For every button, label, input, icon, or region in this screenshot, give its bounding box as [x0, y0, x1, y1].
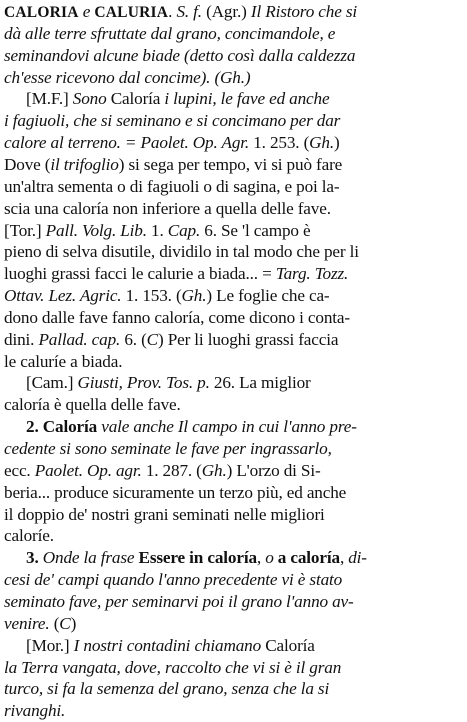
roman-text: luoghi grassi facci le calurie a biada... = [4, 264, 276, 284]
italic-text: Ottav. Lez. Agric. [4, 286, 126, 306]
italic-text: la Terra vangata, dove, raccolto che vi si è il gran [4, 657, 342, 677]
text-line [4, 394, 461, 416]
text-line [4, 132, 461, 154]
roman-text: 1. [151, 220, 168, 240]
roman-text: Caloría [265, 635, 315, 655]
italic-text: cesi de' campi quando l'anno precedente vi è stato [4, 570, 343, 590]
text-line [4, 657, 461, 679]
roman-text: le caluríe a biada. [4, 351, 123, 371]
italic-text: Pallad. cap. [38, 329, 125, 349]
text-line [4, 176, 461, 198]
bold-text: a caloría [277, 548, 340, 568]
italic-text: il trifoglio [50, 154, 119, 174]
roman-text: 1. 287. ( [145, 460, 202, 480]
roman-text: dono dalle fave fanno caloría, come dicono i conta- [4, 307, 350, 327]
text-line [4, 241, 461, 263]
headword-conjunction: e [78, 2, 95, 21]
roman-text: caloríe. [4, 526, 54, 546]
text-line [4, 329, 461, 351]
bold-text: Essere in caloría [138, 548, 257, 568]
italic-text: i lupini, le fave ed anche [164, 89, 330, 109]
text-line [4, 351, 461, 373]
text-line [4, 482, 461, 504]
roman-text: caloría è quella delle fave. [4, 395, 181, 415]
text-line [4, 525, 461, 547]
italic-text: seminato fave, per seminarvi poi il grano l'anno av- [4, 591, 354, 611]
text-line [4, 613, 461, 635]
text-line [4, 220, 461, 242]
italic-text: Gh. [309, 133, 334, 153]
roman-text: ecc. [4, 460, 35, 480]
text-line [4, 678, 461, 700]
italic-text: venire. [4, 613, 54, 633]
italic-text: I nostri contadini chiamano [73, 635, 266, 655]
roman-text: 26. La miglior [213, 373, 311, 393]
roman-text: ) Per li luoghi grassi faccia [157, 329, 339, 349]
roman-text: ) L'orzo di Si- [226, 460, 321, 480]
roman-text: (Agr.) [201, 2, 251, 21]
italic-text: Il Ristoro che si [250, 2, 358, 21]
roman-text: [Mor.] [26, 635, 74, 655]
text-line [26, 547, 461, 569]
italic-text: Onde la frase [42, 548, 139, 568]
roman-text: [M.F.] [26, 89, 73, 109]
roman-text: , [339, 548, 349, 568]
italic-text: i fagiuoli, che si seminano e si concimano per dar [4, 111, 341, 131]
italic-text: calore al terreno. = Paolet. Op. Agr. [4, 133, 254, 153]
text-line [4, 45, 461, 67]
text-line [4, 307, 461, 329]
text-line [4, 1, 461, 23]
text-line [4, 569, 461, 591]
text-line [4, 438, 461, 460]
roman-text: 1. 253. ( [253, 133, 310, 153]
text-line [26, 635, 461, 657]
roman-text: pieno di selva disutile, dividilo in tal modo che per li [4, 242, 359, 262]
roman-text: ) [70, 613, 77, 633]
text-line [4, 198, 461, 220]
roman-text: [Cam.] [26, 373, 78, 393]
roman-text: 6. ( [124, 329, 147, 349]
roman-text: Caloría [110, 89, 165, 109]
roman-text: ) si sega per tempo, vi si può fare [118, 154, 343, 174]
text-line [4, 23, 461, 45]
bold-text: 2. Caloría [26, 417, 102, 437]
italic-text: seminandovi alcune biade (detto così dalla caldezza [4, 45, 356, 65]
italic-text: Sono [72, 89, 111, 109]
italic-text: rivanghi. [4, 701, 66, 721]
italic-text: ch'esse ricevono dal concime). (Gh.) [4, 67, 251, 87]
roman-text: beria... produce sicuramente un terzo più, ed anche [4, 482, 347, 502]
italic-text: C [146, 329, 158, 349]
italic-text: turco, si fa la semenza del grano, senza che la si [4, 679, 330, 699]
roman-text: ) Le foglie che ca- [206, 286, 330, 306]
text-line [4, 110, 461, 132]
roman-text: un'altra sementa o di fagiuoli o di sagina, e poi la- [4, 176, 340, 196]
headword: CALORIA [4, 4, 79, 21]
roman-text: ( [53, 613, 60, 633]
italic-text: di- [348, 548, 367, 568]
text-line [4, 67, 461, 89]
roman-text: ) [334, 133, 340, 153]
text-line [26, 372, 461, 394]
bold-text: 3. [26, 548, 43, 568]
roman-text: , [256, 548, 266, 568]
roman-text: scia una caloría non inferiore a quella delle fave. [4, 198, 331, 218]
italic-text: Giusti, Prov. Tos. p. [77, 373, 214, 393]
text-line [4, 263, 461, 285]
italic-text: Cap. [167, 220, 205, 240]
roman-text: 1. 153. ( [125, 286, 182, 306]
roman-text: Dove ( [4, 154, 51, 174]
text-line [26, 416, 461, 438]
punctuation: . [168, 2, 177, 21]
text-line [4, 591, 461, 613]
italic-text: Targ. Tozz. [275, 264, 349, 284]
roman-text: il doppio de' nostri grani seminati nelle migliori [4, 504, 325, 524]
part-of-speech: S. f. [176, 2, 202, 21]
text-line [26, 88, 461, 110]
italic-text: C [59, 613, 71, 633]
italic-text: Paolet. Op. agr. [34, 460, 146, 480]
italic-text: Gh. [181, 286, 207, 306]
italic-text: o [265, 548, 278, 568]
italic-text: Pall. Volg. Lib. [45, 220, 152, 240]
text-line [4, 504, 461, 526]
italic-text: vale anche Il campo in cui l'anno pre- [101, 417, 357, 437]
italic-text: Gh. [201, 460, 227, 480]
text-line [4, 285, 461, 307]
italic-text: cedente si sono seminate le fave per ingrassarlo, [4, 439, 332, 458]
text-line [4, 154, 461, 176]
roman-text: [Tor.] [4, 220, 46, 240]
headword-variant: CALURIA [94, 4, 169, 21]
roman-text: 6. Se 'l campo è [204, 220, 311, 240]
text-line [4, 460, 461, 482]
roman-text: dini. [4, 329, 39, 349]
italic-text: dà alle terre sfruttate dal grano, concimandole, e [4, 23, 336, 43]
text-line [4, 700, 461, 722]
